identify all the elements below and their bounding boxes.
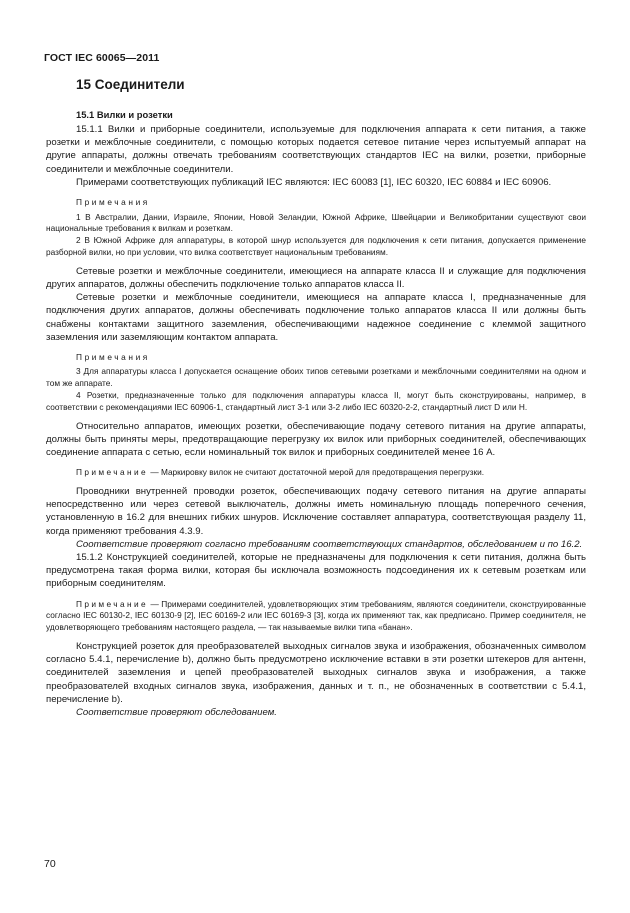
note-connectors-text: — Примерами соединителей, удовлетворяющих этим требованиям, являются соединители, сконструированные согласно IEC 60130-2, IEC 60130-9 [2], IEC 60169-2 или IEC 60169-3 [3], когда их применяют так, как предписано. Пример соединителя, не удовлетворяющего требованиям настоящего раздела, — так называемые вилки типа «банан». <box>46 598 586 633</box>
note-marking-text: — Маркировку вилок не считают достаточной мерой для предотвращения перегрузки. <box>148 467 485 478</box>
note-4: 4 Розетки, предназначенные только для подключения аппаратуры класса II, могут быть сконструированы, например, в соответствии с рекомендациями IEC 60906-1, стандартный лист 3-1 или 3-2 либо IEC 60320-2-2, стандартный лист D или H. <box>46 390 586 412</box>
paragraph-compliance-1: Соответствие проверяют согласно требованиям соответствующих стандартов, обследованием и по 16.2. <box>76 538 583 550</box>
paragraph-examples: Примерами соответствующих публикаций IEC являются: IEC 60083 [1], IEC 60320, IEC 60884 и IEC 60906. <box>76 176 552 188</box>
note-marking <box>46 467 586 479</box>
notes-heading-2: Примечания <box>76 351 150 362</box>
paragraph-overload: Относительно аппаратов, имеющих розетки, обеспечивающие подачу сетевого питания на другие аппараты, должны быть приняты меры, предотвращающие перегрузку их вилок или приборных соединителей, обеспечивающих соединение аппарата с сетью, если номинальный ток вилок и приборных соединителей менее 16 А. <box>46 420 586 459</box>
paragraph-transducer-sockets: Конструкцией розеток для преобразователей выходных сигналов звука и изображения, обозначенных символом согласно 5.4.1, перечисление b), должно быть предусмотрено исключение вставки в эти розетки штекеров для антенн, соединителей заземления и цепей преобразователей выходных сигналов звука и изображения, а также преобразователей входных сигналов звука, изображения, данных и т. п., не обозначенных в соответствии с 5.4.1, перечисление b). <box>46 641 586 705</box>
page-content <box>46 76 586 719</box>
notes-heading: Примечания <box>76 197 150 208</box>
note-2: 2 В Южной Африке для аппаратуры, в которой шнур используется для подключения к сети питания, допускается применение разборной вилки, но при условии, что вилка соответствует национальным требованиям. <box>46 235 586 257</box>
paragraph-class-ii-sockets: Сетевые розетки и межблочные соединители, имеющиеся на аппарате класса II и служащие для подключения других аппаратов, должны обеспечить подключение только аппаратов класса II. <box>46 265 586 290</box>
paragraph-class-i-sockets: Сетевые розетки и межблочные соединители, имеющиеся на аппарате класса I, предназначенные для подключения других аппаратов, должны обеспечивать подключение только аппаратов класса II или должны быть снабжены контактами защитного заземления, обеспечивающими надежное соединение с клеммой защитного заземления или заземляющим контактом аппарата. <box>46 292 586 343</box>
paragraph-15-1-2: 15.1.2 Конструкцией соединителей, которые не предназначены для подключения к сети питания, должна быть предусмотрена такая форма вилки, которая бы исключала возможность подсоединения их к сетевым розеткам или приборным соединителям. <box>46 552 586 590</box>
paragraph-15-1-1: 15.1.1 Вилки и приборные соединители, используемые для подключения аппарата к сети питания, а также розетки и межблочные соединители, с помощью которых подается сетевое питание через испытуемый аппарат на другие аппараты, должны отвечать требованиям соответствующих стандартов IEC на вилки, розетки, приборные соединители и межблочные соединители. <box>46 124 586 175</box>
paragraph-compliance-2: Соответствие проверяют обследованием. <box>76 707 277 719</box>
standard-header: ГОСТ IEC 60065—2011 <box>44 52 160 64</box>
note-3: 3 Для аппаратуры класса I допускается оснащение обоих типов сетевыми розетками и межблочными соединителями на одном и том же аппарате. <box>46 366 586 389</box>
subsection-title: 15.1 Вилки и розетки <box>76 109 173 120</box>
note-1: 1 В Австралии, Дании, Израиле, Японии, Новой Зеландии, Южной Африке, Швейцарии и Великобритании существуют свои национальные требования к вилкам и розеткам. <box>46 211 586 234</box>
section-title: 15 Соединители <box>76 77 185 92</box>
page-number: 70 <box>44 858 56 870</box>
paragraph-wiring: Проводники внутренней проводки розеток, обеспечивающих подачу сетевого питания на другие аппараты непосредственно или через сетевой выключатель, должны иметь номинальную площадь поперечного сечения, установленную в 16.2 для внешних гибких шнуров. Исключение составляет аппаратура, соответствующая разделу 11, когда применяют требования 4.3.9. <box>46 486 586 537</box>
note-connectors <box>46 599 586 634</box>
note-label-2: Примечание <box>76 598 149 609</box>
note-label: Примечание <box>76 467 149 478</box>
